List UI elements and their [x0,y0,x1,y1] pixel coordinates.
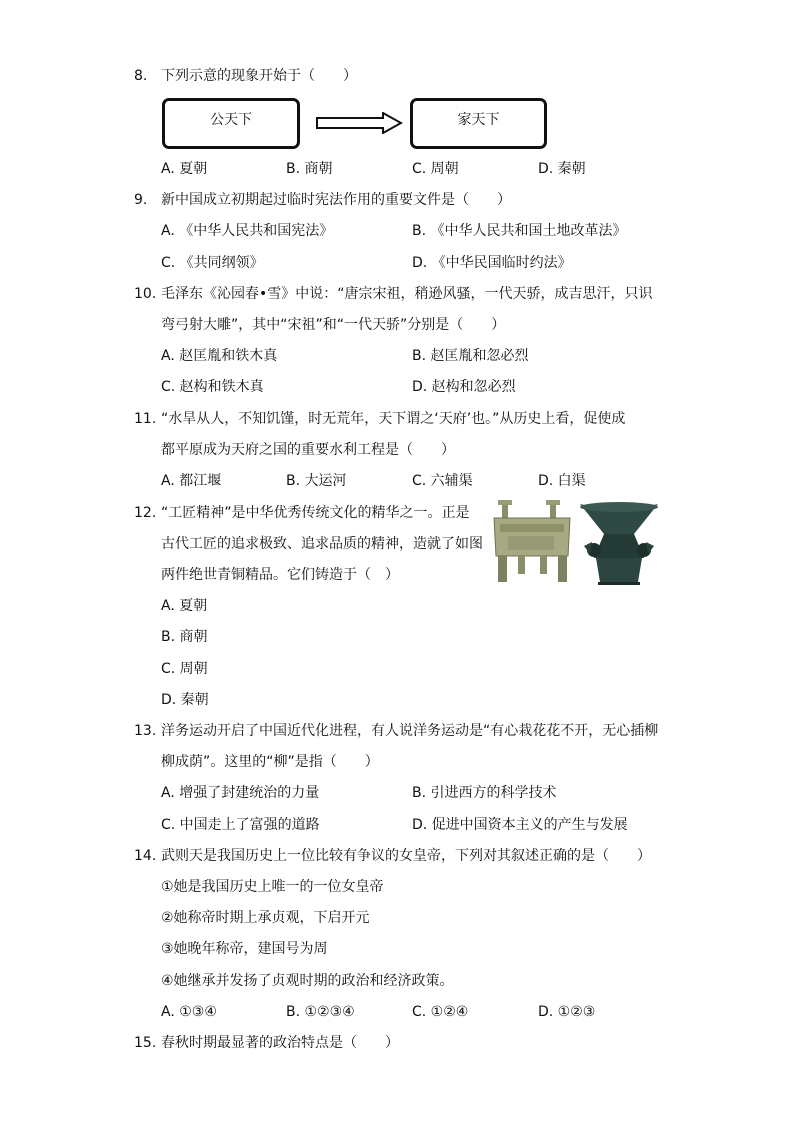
q10-number: 10. [134,286,157,302]
bronze-ding-image [488,500,576,584]
q11-option-c[interactable]: C. 六辅渠 [412,473,473,489]
q10-option-c[interactable]: C. 赵构和铁木真 [161,379,264,395]
q9-number: 9. [134,192,148,208]
q14-option-c[interactable]: C. ①②④ [412,1004,469,1020]
q12-number: 12. [134,505,157,521]
q8-stem: 下列示意的现象开始于（ ） [161,68,357,84]
q13-number: 13. [134,723,157,739]
q10-option-a[interactable]: A. 赵匡胤和铁木真 [161,348,278,364]
q13-option-d[interactable]: D. 促进中国资本主义的产生与发展 [412,817,628,833]
q13-option-c[interactable]: C. 中国走上了富强的道路 [161,817,320,833]
q11-stem-line1: “水旱从人，不知饥馑，时无荒年，天下谓之‘天府’也。”从历史上看，促使成 [161,411,626,427]
q13-option-a[interactable]: A. 增强了封建统治的力量 [161,785,320,801]
q13-stem-line2: 柳成荫”。这里的“柳”是指（ ） [161,754,379,770]
q8-option-b[interactable]: B. 商朝 [286,161,333,177]
q13-stem-line1: 洋务运动开启了中国近代化进程，有人说洋务运动是“有心栽花花不开，无心插柳 [161,723,659,739]
q10-stem-line1: 毛泽东《沁园春•雪》中说：“唐宗宋祖，稍逊风骚，一代天骄，成吉思汗，只识 [161,286,653,302]
q14-item-2: ②她称帝时期上承贞观，下启开元 [161,910,370,926]
q12-stem-line3: 两件绝世青铜精品。它们铸造于（ ） [161,567,399,583]
q13-option-b[interactable]: B. 引进西方的科学技术 [412,785,557,801]
q14-option-d[interactable]: D. ①②③ [538,1004,596,1020]
q14-stem: 武则天是我国历史上一位比较有争议的女皇帝，下列对其叙述正确的是（ ） [161,848,651,864]
q8-box-right-label: 家天下 [457,112,500,128]
q9-option-c[interactable]: C. 《共同纲领》 [161,255,264,271]
q8-option-d[interactable]: D. 秦朝 [538,161,586,177]
q11-option-b[interactable]: B. 大运河 [286,473,347,489]
q10-option-b[interactable]: B. 赵匡胤和忽必烈 [412,348,529,364]
q9-stem: 新中国成立初期起过临时宪法作用的重要文件是（ ） [161,192,511,208]
q8-box-left [162,98,300,149]
q15-stem: 春秋时期最显著的政治特点是（ ） [161,1035,399,1051]
q14-item-1: ①她是我国历史上唯一的一位女皇帝 [161,879,384,895]
q8-box-left-label: 公天下 [210,112,252,128]
q8-option-a[interactable]: A. 夏朝 [161,161,208,177]
q11-stem-line2: 都平原成为天府之国的重要水利工程是（ ） [161,442,455,458]
q9-option-d[interactable]: D. 《中华民国临时约法》 [412,255,572,271]
q12-option-d[interactable]: D. 秦朝 [161,692,209,708]
q8-box-right [410,98,547,149]
q14-option-a[interactable]: A. ①③④ [161,1004,217,1020]
bronze-zun-image [578,500,660,586]
q8-number: 8. [134,68,148,84]
q14-item-3: ③她晚年称帝，建国号为周 [161,941,328,957]
q12-option-a[interactable]: A. 夏朝 [161,598,208,614]
right-arrow-icon [315,112,403,134]
q14-option-b[interactable]: B. ①②③④ [286,1004,355,1020]
q10-stem-line2: 弯弓射大雕”，其中“宋祖”和“一代天骄”分别是（ ） [161,317,506,333]
q14-item-4: ④她继承并发扬了贞观时期的政治和经济政策。 [161,973,454,989]
q14-number: 14. [134,848,157,864]
q12-option-b[interactable]: B. 商朝 [161,629,208,645]
q12-stem-line1: “工匠精神”是中华优秀传统文化的精华之一。正是 [161,505,470,521]
q9-option-a[interactable]: A. 《中华人民共和国宪法》 [161,223,334,239]
q9-option-b[interactable]: B. 《中华人民共和国土地改革法》 [412,223,627,239]
q11-number: 11. [134,411,157,427]
q10-option-d[interactable]: D. 赵构和忽必烈 [412,379,516,395]
q12-stem-line2: 古代工匠的追求极致、追求品质的精神，造就了如图 [161,536,483,552]
q8-option-c[interactable]: C. 周朝 [412,161,459,177]
q11-option-a[interactable]: A. 都江堰 [161,473,222,489]
q12-option-c[interactable]: C. 周朝 [161,661,208,677]
q11-option-d[interactable]: D. 白渠 [538,473,586,489]
q15-number: 15. [134,1035,157,1051]
